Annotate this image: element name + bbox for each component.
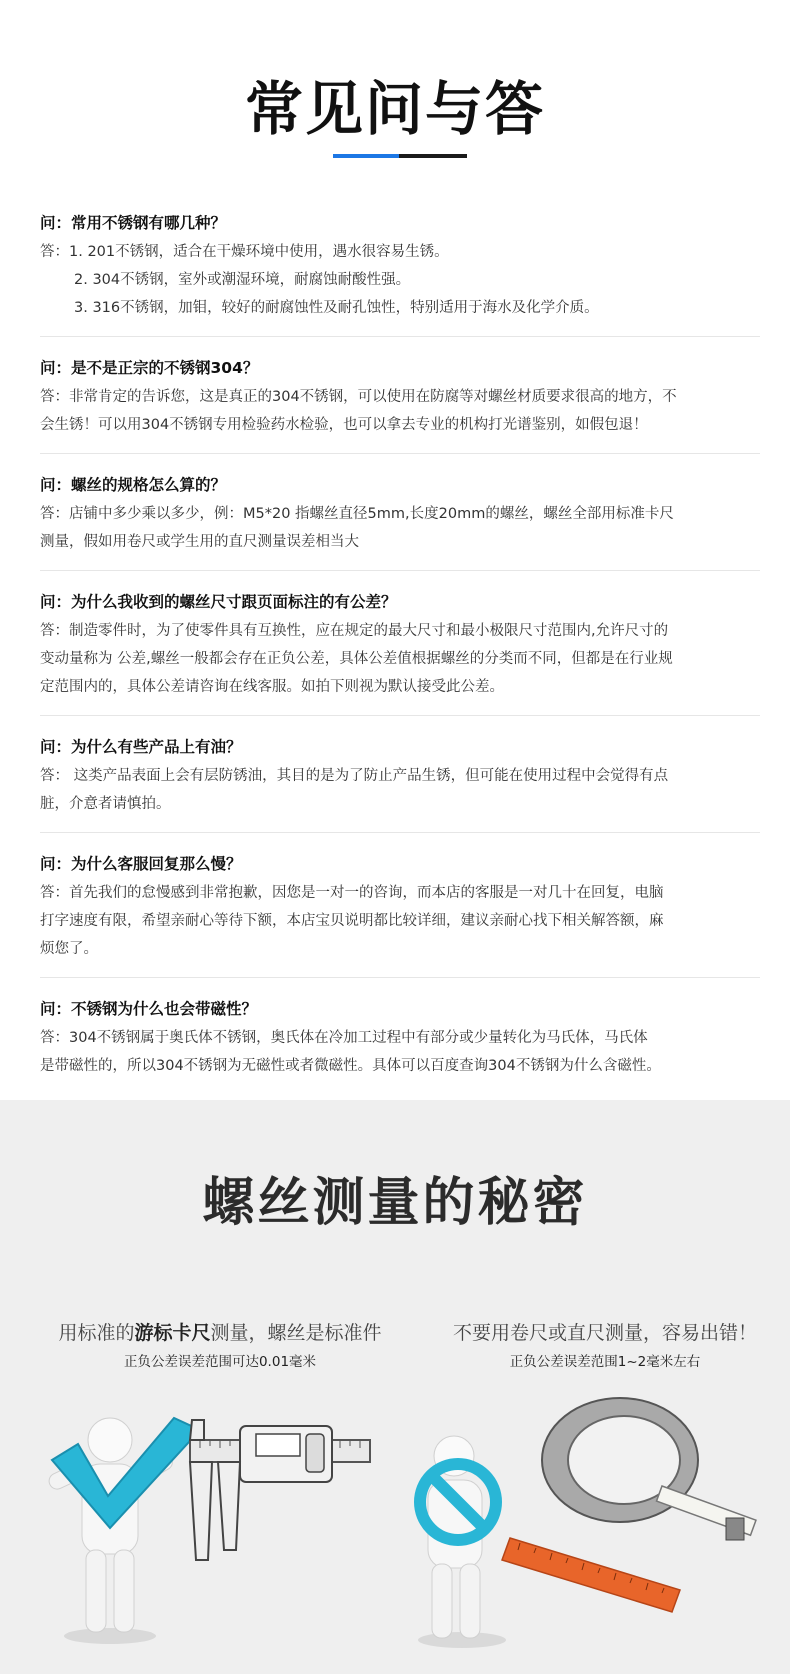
caliper-subcaption: 正负公差误差范围可达0.01毫米 xyxy=(123,1354,317,1370)
faq-answer-line: 答：首先我们的怠慢感到非常抱歉，因您是一对一的咨询，而本店的客服是一对几十在回复，电脑 xyxy=(40,885,664,901)
faq-question: 问：不锈钢为什么也会带磁性？ xyxy=(40,1000,258,1018)
faq-list xyxy=(40,208,760,1110)
faq-answer-line: 会生锈！可以用304不锈钢专用检验药水检验，也可以拿去专业的机构打光谱鉴别，如假包退！ xyxy=(40,417,648,433)
faq-answer-line: 答：非常肯定的告诉您，这是真正的304不锈钢，可以使用在防腐等对螺丝材质要求很高的地方，不 xyxy=(40,389,677,405)
section-title: 螺丝测量的秘密 xyxy=(202,1173,588,1233)
caption-pre: 用标准的 xyxy=(58,1322,135,1344)
tape-illustration xyxy=(410,1390,780,1660)
title-underline xyxy=(333,154,467,158)
faq-item xyxy=(40,208,760,337)
faq-answer-line: 答： 这类产品表面上会有层防锈油，其目的是为了防止产品生锈，但可能在使用过程中会觉得有点 xyxy=(40,768,669,784)
faq-item xyxy=(40,353,760,454)
ruler-icon xyxy=(502,1538,680,1612)
faq-question: 问：螺丝的规格怎么算的？ xyxy=(40,476,227,494)
measurement-section xyxy=(0,1100,790,1674)
faq-answer-line: 答：店铺中多少乘以多少，例：M5*20 指螺丝直径5mm,长度20mm的螺丝，螺丝全部用标准卡尺 xyxy=(40,506,674,522)
faq-item xyxy=(40,994,760,1094)
tape-caption: 不要用卷尺或直尺测量，容易出错！ xyxy=(452,1322,757,1344)
underline-blue-segment xyxy=(333,154,399,158)
faq-answer-line: 定范围内的，具体公差请咨询在线客服。如拍下则视为默认接受此公差。 xyxy=(40,679,504,695)
faq-question: 问：为什么客服回复那么慢？ xyxy=(40,855,242,873)
faq-answer-line: 答：1. 201不锈钢，适合在干燥环境中使用，遇水很容易生锈。 xyxy=(40,244,449,260)
faq-answer-line: 测量，假如用卷尺或学生用的直尺测量误差相当大 xyxy=(40,534,359,550)
faq-answer-line: 是带磁性的，所以304不锈钢为无磁性或者微磁性。具体可以百度查询304不锈钢为什么含磁性。 xyxy=(40,1058,661,1074)
faq-question: 问：常用不锈钢有哪几种？ xyxy=(40,214,227,232)
caliper-illustration xyxy=(40,1400,380,1650)
tape-subcaption: 正负公差误差范围1~2毫米左右 xyxy=(509,1354,701,1370)
faq-item xyxy=(40,732,760,833)
faq-item xyxy=(40,587,760,716)
underline-dark-segment xyxy=(399,154,467,158)
faq-answer-line: 答：304不锈钢属于奥氏体不锈钢，奥氏体在冷加工过程中有部分或少量转化为马氏体，马氏体 xyxy=(40,1030,648,1046)
faq-item xyxy=(40,470,760,571)
page-title: 常见问与答 xyxy=(244,75,545,143)
faq-item xyxy=(40,849,760,978)
faq-answer-line: 烦您了。 xyxy=(40,941,98,957)
faq-answer-line: 2. 304不锈钢，室外或潮湿环境，耐腐蚀耐酸性强。 xyxy=(74,272,411,288)
faq-answer-line: 3. 316不锈钢，加钼，较好的耐腐蚀性及耐孔蚀性，特别适用于海水及化学介质。 xyxy=(74,300,599,316)
caption-post: 测量，螺丝是标准件 xyxy=(210,1322,382,1344)
faq-answer-line: 变动量称为 公差,螺丝一般都会存在正负公差，具体公差值根据螺丝的分类而不同，但都是在行业规 xyxy=(40,651,673,667)
caliper-icon xyxy=(190,1420,370,1560)
faq-answer-line: 打字速度有限，希望亲耐心等待下额，本店宝贝说明都比较详细，建议亲耐心找下相关解答额，麻 xyxy=(40,913,664,929)
faq-answer-line: 脏，介意者请慎拍。 xyxy=(40,796,171,812)
faq-question: 问：为什么有些产品上有油？ xyxy=(40,738,242,756)
caption-bold: 游标卡尺 xyxy=(134,1322,211,1344)
faq-question: 问：为什么我收到的螺丝尺寸跟页面标注的有公差？ xyxy=(40,593,397,611)
tape-measure-icon xyxy=(542,1398,756,1540)
faq-question: 问：是不是正宗的不锈钢304？ xyxy=(40,359,259,377)
caliper-caption xyxy=(20,1318,420,1345)
faq-answer-line: 答：制造零件时，为了使零件具有互换性，应在规定的最大尺寸和最小极限尺寸范围内,允许尺寸的 xyxy=(40,623,669,639)
